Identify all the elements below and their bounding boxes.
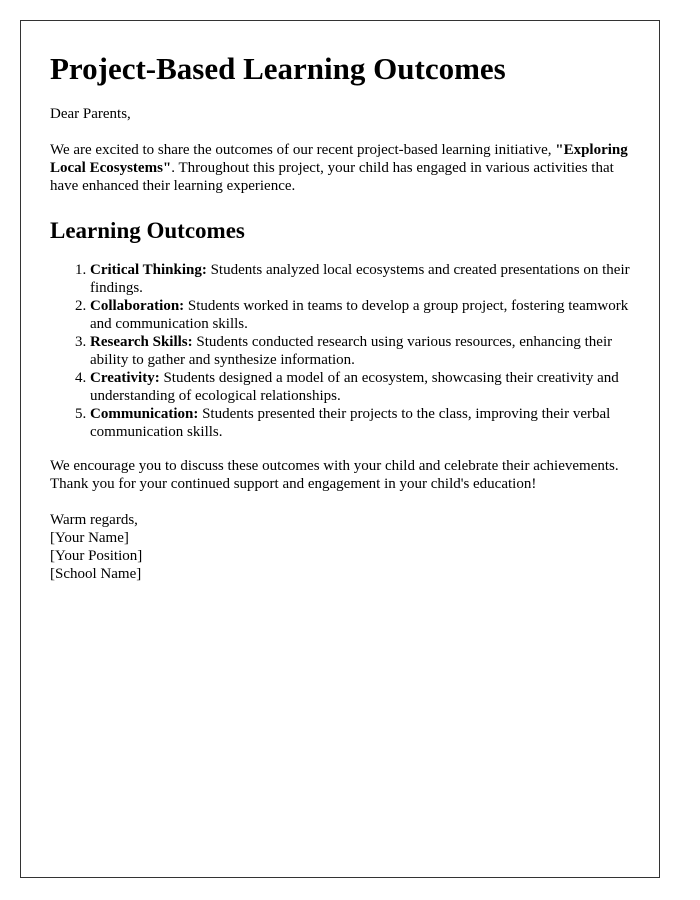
closing-paragraph: We encourage you to discuss these outcomes with your child and celebrate their achievements. Thank you for your continued support and engagement in your child's education! [50, 458, 619, 492]
outcome-item-communication [90, 405, 630, 441]
letter-page [20, 20, 660, 878]
outcome-item-critical-thinking [90, 261, 630, 297]
school-name: [School Name] [50, 566, 142, 582]
intro-paragraph [50, 141, 630, 195]
outcome-term: Collaboration: [90, 298, 185, 314]
outcome-term: Creativity: [90, 370, 160, 386]
outcome-term: Critical Thinking: [90, 262, 207, 278]
sender-position: [Your Position] [50, 548, 143, 564]
outcome-text: Students worked in teams to develop a group project, fostering teamwork and communication skills. [90, 298, 629, 332]
outcome-item-creativity [90, 369, 630, 405]
outcome-text: Students analyzed local ecosystems and created presentations on their findings. [90, 262, 630, 296]
outcome-text: Students presented their projects to the class, improving their verbal communication skills. [90, 406, 611, 440]
intro-text-before: We are excited to share the outcomes of our recent project-based learning initiative, [50, 142, 556, 158]
project-name: "Exploring Local Ecosystems" [50, 142, 628, 176]
signoff-block [50, 511, 630, 583]
outcomes-heading: Learning Outcomes [50, 218, 245, 243]
outcome-item-research-skills [90, 333, 630, 369]
valediction: Warm regards, [50, 512, 138, 528]
outcomes-list [50, 261, 630, 441]
intro-text-after: . Throughout this project, your child has engaged in various activities that have enhanced their learning experience. [50, 160, 614, 194]
outcome-term: Communication: [90, 406, 199, 422]
outcome-item-collaboration [90, 297, 630, 333]
sender-name: [Your Name] [50, 530, 129, 546]
greeting: Dear Parents, [50, 106, 131, 122]
outcome-text: Students conducted research using various resources, enhancing their ability to gather and synthesize information. [90, 334, 613, 368]
outcome-term: Research Skills: [90, 334, 193, 350]
outcome-text: Students designed a model of an ecosystem, showcasing their creativity and understanding of ecological relationships. [90, 370, 619, 404]
page-title: Project-Based Learning Outcomes [50, 51, 506, 86]
